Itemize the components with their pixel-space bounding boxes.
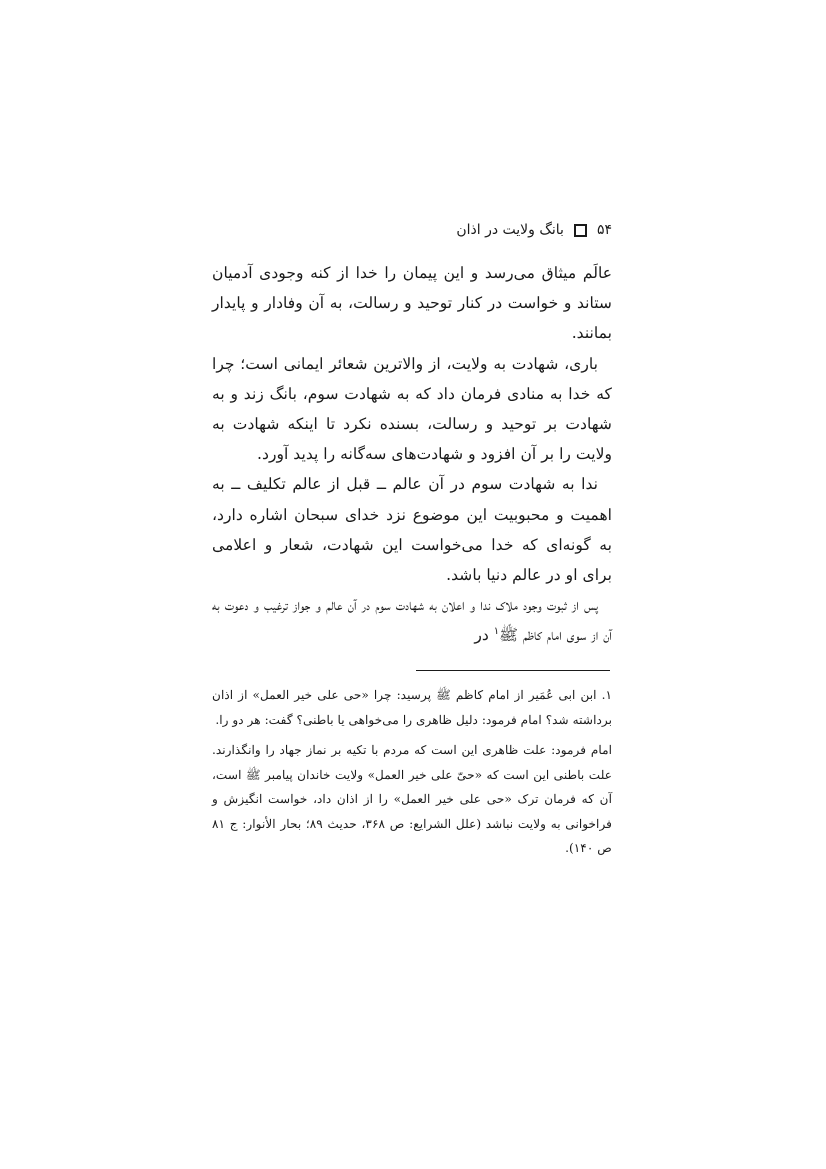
paragraph-4 xyxy=(212,590,612,650)
running-header xyxy=(212,218,612,242)
paragraph-2: باری، شهادت به ولایت، از والاترین شعائر ایمانی است؛ چرا که خدا به منادی فرمان داد که به شهادت سوم، بانگ زند و به شهادت بر توحید و رسالت، بسنده نکرد تا اینکه شهادت به ولایت را بر آن افزود و شهادت‌های سه‌گانه را پدید آورد. xyxy=(212,354,612,464)
square-ornament-icon xyxy=(574,224,587,237)
paragraph-4-tail: در xyxy=(474,626,494,645)
footnote-1: ۱. ابن ابی عُمَیر از امام کاظم ﷺ پرسید: چرا «حی علی خیر العمل» از اذان برداشته شد؟ امام فرمود: دلیل ظاهری را می‌خواهی یا باطنی؟ گفت: هر دو را. xyxy=(212,688,612,727)
paragraph-1: عالَم میثاق می‌رسد و این پیمان را خدا از کنه وجودی آدمیان ستاند و خواست در کنار توحید و رسالت، به آن وفادار و پایدار بمانند. xyxy=(212,264,612,343)
paragraph-3: ندا به شهادت سوم در آن عالم ــ قبل از عالم تکلیف ــ به اهمیت و محبوبیت این موضوع نزد خدای سبحان اشاره دارد، به گونه‌ای که خدا می‌خواست این شهادت، شعار و اعلامی برای او در عالم دنیا باشد. xyxy=(212,475,612,585)
main-text xyxy=(212,258,612,651)
footnote-marker: ۱ xyxy=(493,626,500,638)
footnotes xyxy=(212,683,612,867)
page-number: ۵۴ xyxy=(596,222,612,238)
footnote-separator xyxy=(416,670,610,671)
book-title: بانگ ولایت در اذان xyxy=(456,222,564,238)
footnote-1-continued: امام فرمود: علت ظاهری این است که مردم با تکیه بر نماز جهاد را وانگذارند. علت باطنی این است که «حیّ علی خیر العمل» ولایت خاندان پیامبر ﷺ است، آن که فرمان ترک «حی علی خیر العمل» را از اذان داد، خواست انگیزش و فراخوانی به ولایت نباشد (علل الشرایع: ص ۳۶۸، حدیث ۸۹؛ بحار الأنوار: ج ۸۱ ص ۱۴۰). xyxy=(212,743,612,855)
paragraph-4-text: پس از ثبوت وجود ملاک ندا و اعلان به شهادت سوم در آن عالم و جواز ترغیب و دعوت به آن از سوی امام کاظم ﷺ xyxy=(212,596,612,645)
